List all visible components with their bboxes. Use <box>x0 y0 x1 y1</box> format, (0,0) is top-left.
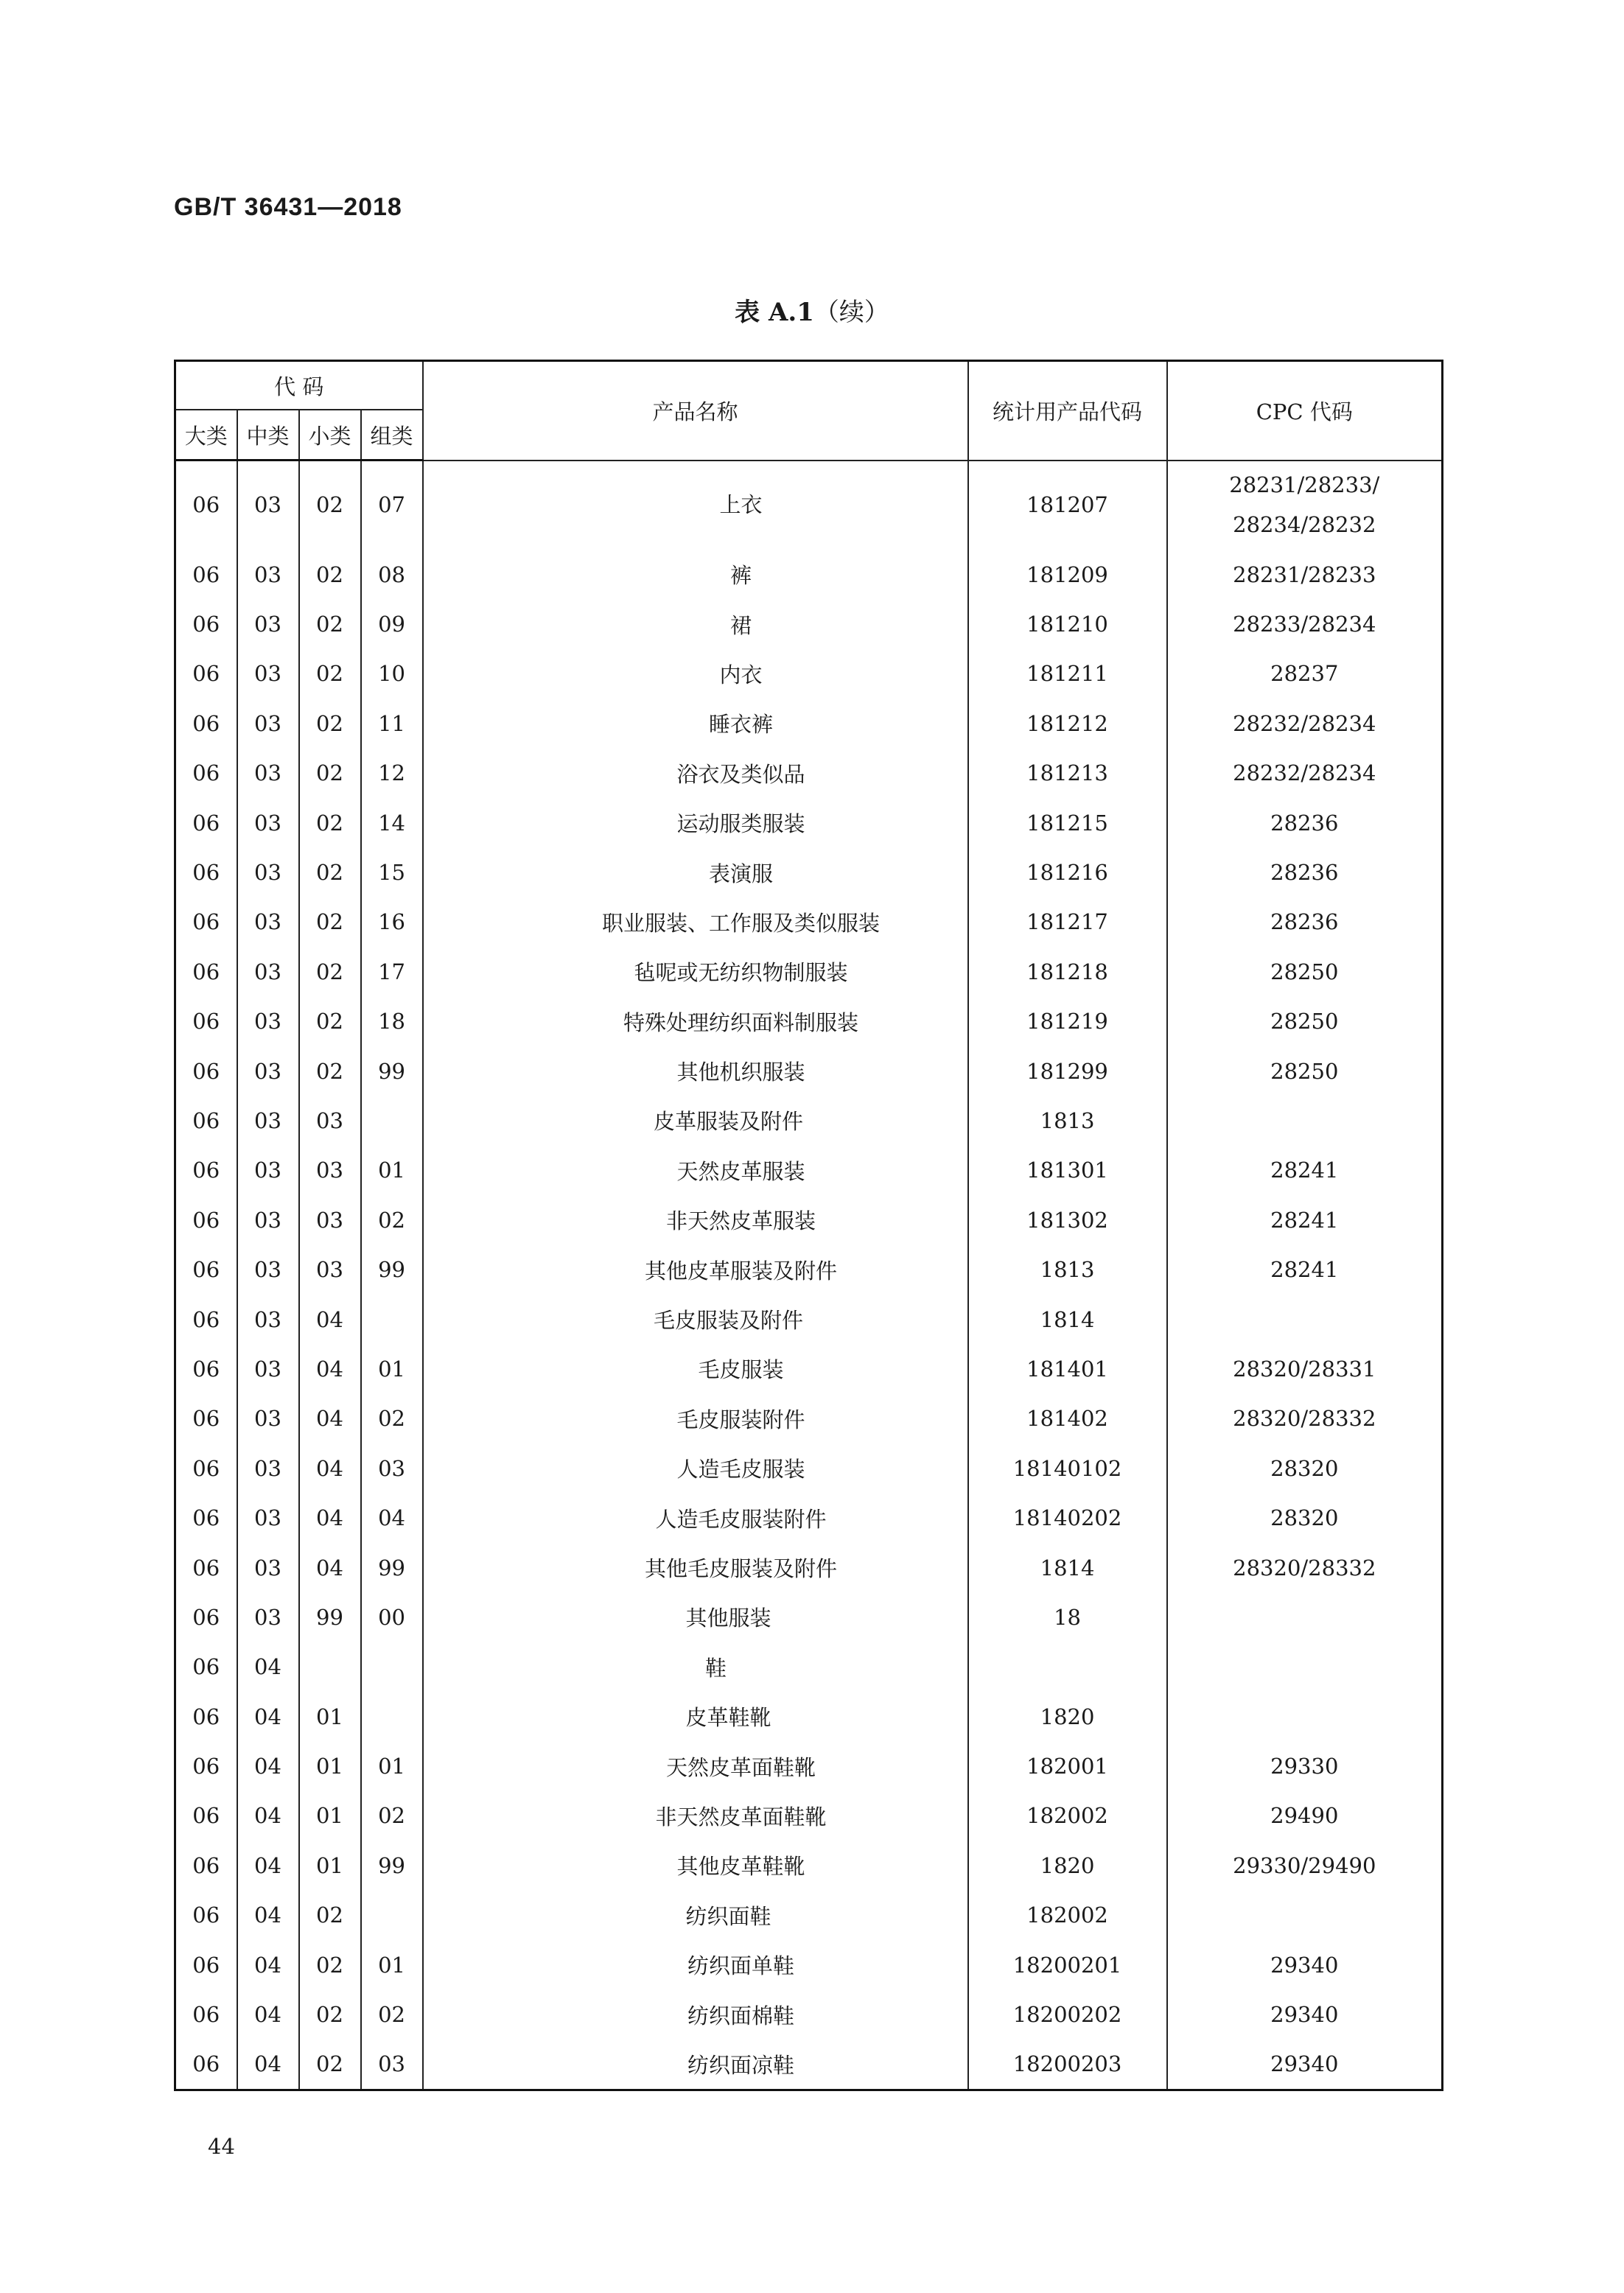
table-row <box>175 1443 1443 1493</box>
cell-cpc-code <box>1167 1692 1443 1741</box>
cell-medium-class: 03 <box>237 1394 299 1443</box>
cell-medium-class: 03 <box>237 1146 299 1195</box>
cell-medium-class: 04 <box>237 1940 299 1989</box>
cell-cpc-code <box>1167 1891 1443 1940</box>
cell-product-name: 运动服类服装 <box>423 798 968 847</box>
cell-cpc-code: 28232/28234 <box>1167 699 1443 748</box>
cell-product-name: 人造毛皮服装附件 <box>423 1493 968 1542</box>
cell-group-class: 17 <box>361 947 423 996</box>
cell-group-class: 02 <box>361 1195 423 1244</box>
table-body <box>175 461 1443 2090</box>
cell-product-name: 上衣 <box>423 461 968 550</box>
table-row <box>175 1543 1443 1592</box>
cell-minor-class: 01 <box>299 1692 361 1741</box>
header-code-group: 代 码 <box>175 361 423 410</box>
product-code-table <box>174 360 1443 2091</box>
table-row <box>175 1046 1443 1096</box>
cell-major-class: 06 <box>175 1244 237 1294</box>
cell-major-class: 06 <box>175 1841 237 1890</box>
cell-product-name: 其他机织服装 <box>423 1046 968 1096</box>
cell-major-class: 06 <box>175 897 237 947</box>
cell-product-name: 毡呢或无纺织物制服装 <box>423 947 968 996</box>
cell-stat-code: 1814 <box>968 1295 1167 1344</box>
cell-product-name: 毛皮服装附件 <box>423 1394 968 1443</box>
cell-group-class: 12 <box>361 749 423 798</box>
cell-major-class: 06 <box>175 599 237 648</box>
table-row <box>175 798 1443 847</box>
cell-major-class: 06 <box>175 749 237 798</box>
cell-cpc-code: 29330 <box>1167 1741 1443 1790</box>
cell-minor-class: 04 <box>299 1344 361 1393</box>
table-row <box>175 649 1443 699</box>
cell-stat-code: 1813 <box>968 1244 1167 1294</box>
cell-product-name: 非天然皮革服装 <box>423 1195 968 1244</box>
cell-cpc-code: 28320/28332 <box>1167 1543 1443 1592</box>
table-row <box>175 1096 1443 1145</box>
cell-product-name: 裙 <box>423 599 968 648</box>
cell-major-class: 06 <box>175 1493 237 1542</box>
cell-medium-class: 03 <box>237 1443 299 1493</box>
table-row <box>175 1891 1443 1940</box>
table-row <box>175 2040 1443 2090</box>
cell-stat-code: 1820 <box>968 1841 1167 1890</box>
cell-product-name: 毛皮服装 <box>423 1344 968 1393</box>
cell-product-name: 天然皮革面鞋靴 <box>423 1741 968 1790</box>
cell-group-class: 01 <box>361 1741 423 1790</box>
cell-minor-class: 02 <box>299 1940 361 1989</box>
cell-minor-class: 04 <box>299 1443 361 1493</box>
cell-medium-class: 04 <box>237 1692 299 1741</box>
cell-cpc-code <box>1167 1096 1443 1145</box>
cell-cpc-code <box>1167 1642 1443 1692</box>
cell-minor-class: 03 <box>299 1195 361 1244</box>
cell-medium-class: 03 <box>237 1344 299 1393</box>
cell-minor-class: 02 <box>299 1891 361 1940</box>
table-row <box>175 1195 1443 1244</box>
cell-stat-code: 181209 <box>968 550 1167 599</box>
cell-group-class: 07 <box>361 461 423 550</box>
cell-major-class: 06 <box>175 1791 237 1841</box>
cell-cpc-code: 28241 <box>1167 1146 1443 1195</box>
cell-minor-class: 03 <box>299 1244 361 1294</box>
cell-major-class: 06 <box>175 1295 237 1344</box>
cell-product-name: 其他服装 <box>423 1592 968 1642</box>
table-row <box>175 1791 1443 1841</box>
cell-stat-code: 181207 <box>968 461 1167 550</box>
cell-group-class: 02 <box>361 1791 423 1841</box>
cell-product-name: 特殊处理纺织面料制服装 <box>423 997 968 1046</box>
cell-group-class: 10 <box>361 649 423 699</box>
cell-cpc-code: 29340 <box>1167 1940 1443 1989</box>
header-stat-code: 统计用产品代码 <box>968 361 1167 461</box>
cell-product-name: 天然皮革服装 <box>423 1146 968 1195</box>
table-row <box>175 1989 1443 2039</box>
cell-medium-class: 03 <box>237 1096 299 1145</box>
cell-medium-class: 03 <box>237 550 299 599</box>
cell-minor-class: 02 <box>299 1989 361 2039</box>
cell-group-class: 11 <box>361 699 423 748</box>
cell-major-class: 06 <box>175 1741 237 1790</box>
cell-product-name: 非天然皮革面鞋靴 <box>423 1791 968 1841</box>
cell-minor-class: 02 <box>299 649 361 699</box>
cell-cpc-code: 28241 <box>1167 1195 1443 1244</box>
cell-product-name: 裤 <box>423 550 968 599</box>
cell-stat-code: 1820 <box>968 1692 1167 1741</box>
cell-stat-code: 181401 <box>968 1344 1167 1393</box>
cell-minor-class: 02 <box>299 947 361 996</box>
cell-cpc-code: 28250 <box>1167 1046 1443 1096</box>
cell-major-class: 06 <box>175 1989 237 2039</box>
cell-minor-class: 02 <box>299 699 361 748</box>
cell-medium-class: 03 <box>237 1195 299 1244</box>
cell-minor-class: 02 <box>299 749 361 798</box>
cell-stat-code: 182001 <box>968 1741 1167 1790</box>
table-title-label: 表 A.1 <box>735 298 814 327</box>
cell-stat-code: 18200201 <box>968 1940 1167 1989</box>
cell-minor-class: 02 <box>299 599 361 648</box>
cell-major-class: 06 <box>175 649 237 699</box>
table-row <box>175 1741 1443 1790</box>
table-row <box>175 699 1443 748</box>
cell-medium-class: 04 <box>237 1841 299 1890</box>
cell-group-class: 02 <box>361 1989 423 2039</box>
cell-major-class: 06 <box>175 1146 237 1195</box>
cell-stat-code: 181215 <box>968 798 1167 847</box>
cell-medium-class: 03 <box>237 947 299 996</box>
cell-medium-class: 04 <box>237 1741 299 1790</box>
table-row <box>175 1642 1443 1692</box>
cell-cpc-code <box>1167 1592 1443 1642</box>
cell-major-class: 06 <box>175 1940 237 1989</box>
cpc-line: 28234/28232 <box>1233 511 1376 537</box>
cell-major-class: 06 <box>175 1443 237 1493</box>
cell-product-name: 其他毛皮服装及附件 <box>423 1543 968 1592</box>
cell-minor-class: 04 <box>299 1295 361 1344</box>
cell-cpc-code: 29340 <box>1167 1989 1443 2039</box>
cell-product-name: 浴衣及类似品 <box>423 749 968 798</box>
table-title-suffix: （续） <box>813 298 889 327</box>
cell-stat-code: 181216 <box>968 847 1167 897</box>
cell-stat-code: 181302 <box>968 1195 1167 1244</box>
table-row <box>175 1841 1443 1890</box>
table-row <box>175 1344 1443 1393</box>
cell-group-class: 03 <box>361 2040 423 2090</box>
cell-cpc-code: 29490 <box>1167 1791 1443 1841</box>
cell-medium-class: 03 <box>237 699 299 748</box>
cell-cpc-code: 28320/28332 <box>1167 1394 1443 1443</box>
cell-group-class <box>361 1295 423 1344</box>
cell-cpc-code: 28320 <box>1167 1443 1443 1493</box>
standard-id: GB/T 36431—2018 <box>174 193 402 221</box>
cell-medium-class: 03 <box>237 897 299 947</box>
cell-product-name: 纺织面凉鞋 <box>423 2040 968 2090</box>
cell-medium-class: 03 <box>237 997 299 1046</box>
table-row <box>175 550 1443 599</box>
cell-stat-code: 18200203 <box>968 2040 1167 2090</box>
table-row <box>175 1394 1443 1443</box>
table-row <box>175 749 1443 798</box>
cell-stat-code: 18 <box>968 1592 1167 1642</box>
cell-cpc-code: 28232/28234 <box>1167 749 1443 798</box>
table-row <box>175 897 1443 947</box>
cell-major-class: 06 <box>175 847 237 897</box>
cell-group-class: 09 <box>361 599 423 648</box>
cell-stat-code: 182002 <box>968 1791 1167 1841</box>
cell-cpc-code: 28241 <box>1167 1244 1443 1294</box>
cell-medium-class: 04 <box>237 1642 299 1692</box>
cell-major-class: 06 <box>175 947 237 996</box>
cell-stat-code: 181218 <box>968 947 1167 996</box>
cell-minor-class: 01 <box>299 1791 361 1841</box>
cell-minor-class: 03 <box>299 1146 361 1195</box>
table-row <box>175 1692 1443 1741</box>
table-row <box>175 1493 1443 1542</box>
cell-group-class: 00 <box>361 1592 423 1642</box>
cell-minor-class: 99 <box>299 1592 361 1642</box>
cell-major-class: 06 <box>175 1692 237 1741</box>
cell-medium-class: 03 <box>237 1543 299 1592</box>
cell-minor-class: 02 <box>299 897 361 947</box>
cell-group-class: 16 <box>361 897 423 947</box>
cell-minor-class: 03 <box>299 1096 361 1145</box>
cell-stat-code: 1813 <box>968 1096 1167 1145</box>
cell-major-class: 06 <box>175 699 237 748</box>
cell-product-name: 纺织面棉鞋 <box>423 1989 968 2039</box>
cell-cpc-code: 28236 <box>1167 897 1443 947</box>
table-row <box>175 599 1443 648</box>
header-product-name: 产品名称 <box>423 361 968 461</box>
cell-stat-code: 181210 <box>968 599 1167 648</box>
cell-group-class <box>361 1642 423 1692</box>
cell-major-class: 06 <box>175 1344 237 1393</box>
cell-group-class: 04 <box>361 1493 423 1542</box>
cell-group-class <box>361 1692 423 1741</box>
cell-product-name: 职业服装、工作服及类似服装 <box>423 897 968 947</box>
cell-major-class: 06 <box>175 1046 237 1096</box>
table-row <box>175 947 1443 996</box>
cell-group-class: 01 <box>361 1146 423 1195</box>
cell-cpc-code: 28250 <box>1167 997 1443 1046</box>
cell-medium-class: 03 <box>237 1244 299 1294</box>
cell-group-class: 01 <box>361 1344 423 1393</box>
cpc-line: 28231/28233/ <box>1229 472 1380 498</box>
cell-major-class: 06 <box>175 1891 237 1940</box>
table-row <box>175 1244 1443 1294</box>
cell-cpc-code: 28233/28234 <box>1167 599 1443 648</box>
cell-product-name: 人造毛皮服装 <box>423 1443 968 1493</box>
table-row <box>175 1295 1443 1344</box>
cell-major-class: 06 <box>175 1592 237 1642</box>
cell-product-name: 睡衣裤 <box>423 699 968 748</box>
cell-cpc-code: 29340 <box>1167 2040 1443 2090</box>
cell-minor-class: 02 <box>299 550 361 599</box>
table-title <box>0 292 1624 328</box>
header-medium-class: 中类 <box>237 410 299 461</box>
cell-major-class: 06 <box>175 1096 237 1145</box>
cell-group-class: 02 <box>361 1394 423 1443</box>
header-minor-class: 小类 <box>299 410 361 461</box>
cell-cpc-code <box>1167 461 1443 550</box>
cell-medium-class: 03 <box>237 649 299 699</box>
cell-stat-code: 181212 <box>968 699 1167 748</box>
cell-group-class: 15 <box>361 847 423 897</box>
cell-stat-code: 181213 <box>968 749 1167 798</box>
cell-stat-code: 181301 <box>968 1146 1167 1195</box>
cell-product-name: 皮革服装及附件 <box>423 1096 968 1145</box>
cell-group-class: 03 <box>361 1443 423 1493</box>
cell-major-class: 06 <box>175 550 237 599</box>
cell-group-class: 99 <box>361 1543 423 1592</box>
cell-product-name: 内衣 <box>423 649 968 699</box>
cell-product-name: 纺织面单鞋 <box>423 1940 968 1989</box>
cell-major-class: 06 <box>175 1642 237 1692</box>
cell-medium-class: 03 <box>237 749 299 798</box>
table-row <box>175 1146 1443 1195</box>
cell-stat-code: 18140102 <box>968 1443 1167 1493</box>
cell-cpc-code: 28236 <box>1167 798 1443 847</box>
cell-stat-code: 181299 <box>968 1046 1167 1096</box>
cell-medium-class: 03 <box>237 798 299 847</box>
cell-stat-code: 182002 <box>968 1891 1167 1940</box>
cell-cpc-code: 28320 <box>1167 1493 1443 1542</box>
cell-medium-class: 04 <box>237 1791 299 1841</box>
cell-major-class: 06 <box>175 997 237 1046</box>
cell-medium-class: 03 <box>237 1046 299 1096</box>
cell-major-class: 06 <box>175 461 237 550</box>
cell-minor-class: 04 <box>299 1543 361 1592</box>
cell-stat-code: 181402 <box>968 1394 1167 1443</box>
cell-major-class: 06 <box>175 798 237 847</box>
cell-cpc-code: 28237 <box>1167 649 1443 699</box>
cell-product-name: 纺织面鞋 <box>423 1891 968 1940</box>
cell-major-class: 06 <box>175 1195 237 1244</box>
table-row <box>175 997 1443 1046</box>
cell-product-name: 其他皮革服装及附件 <box>423 1244 968 1294</box>
cell-group-class: 14 <box>361 798 423 847</box>
cell-minor-class: 02 <box>299 1046 361 1096</box>
cell-minor-class: 02 <box>299 997 361 1046</box>
cell-minor-class: 02 <box>299 461 361 550</box>
header-major-class: 大类 <box>175 410 237 461</box>
cell-medium-class: 03 <box>237 599 299 648</box>
cell-group-class: 99 <box>361 1046 423 1096</box>
cell-group-class: 99 <box>361 1244 423 1294</box>
cell-cpc-code: 29330/29490 <box>1167 1841 1443 1890</box>
cell-product-name: 毛皮服装及附件 <box>423 1295 968 1344</box>
cell-medium-class: 03 <box>237 461 299 550</box>
cell-medium-class: 04 <box>237 1989 299 2039</box>
cell-stat-code: 181211 <box>968 649 1167 699</box>
table-row <box>175 1592 1443 1642</box>
cell-medium-class: 03 <box>237 1493 299 1542</box>
header-group-class: 组类 <box>361 410 423 461</box>
cell-medium-class: 03 <box>237 847 299 897</box>
cell-stat-code: 1814 <box>968 1543 1167 1592</box>
header-cpc-code: CPC 代码 <box>1167 361 1443 461</box>
page-number: 44 <box>208 2134 235 2159</box>
cell-cpc-code: 28231/28233 <box>1167 550 1443 599</box>
cell-minor-class: 02 <box>299 847 361 897</box>
cell-medium-class: 04 <box>237 1891 299 1940</box>
cell-product-name: 鞋 <box>423 1642 968 1692</box>
cell-stat-code: 18200202 <box>968 1989 1167 2039</box>
cell-medium-class: 04 <box>237 2040 299 2090</box>
cell-product-name: 皮革鞋靴 <box>423 1692 968 1741</box>
cell-cpc-code: 28250 <box>1167 947 1443 996</box>
cell-stat-code: 181219 <box>968 997 1167 1046</box>
table-row <box>175 461 1443 550</box>
cell-cpc-code: 28320/28331 <box>1167 1344 1443 1393</box>
cell-cpc-code: 28236 <box>1167 847 1443 897</box>
cell-group-class <box>361 1891 423 1940</box>
cell-group-class: 18 <box>361 997 423 1046</box>
cell-medium-class: 03 <box>237 1295 299 1344</box>
cell-product-name: 表演服 <box>423 847 968 897</box>
cell-stat-code <box>968 1642 1167 1692</box>
cell-major-class: 06 <box>175 1394 237 1443</box>
cell-group-class <box>361 1096 423 1145</box>
cell-stat-code: 18140202 <box>968 1493 1167 1542</box>
cell-medium-class: 03 <box>237 1592 299 1642</box>
cell-product-name: 其他皮革鞋靴 <box>423 1841 968 1890</box>
cell-minor-class <box>299 1642 361 1692</box>
table-row <box>175 1940 1443 1989</box>
cell-group-class: 08 <box>361 550 423 599</box>
cell-minor-class: 02 <box>299 2040 361 2090</box>
cell-group-class: 01 <box>361 1940 423 1989</box>
cell-major-class: 06 <box>175 2040 237 2090</box>
table-row <box>175 847 1443 897</box>
cell-minor-class: 02 <box>299 798 361 847</box>
cell-minor-class: 04 <box>299 1394 361 1443</box>
cell-group-class: 99 <box>361 1841 423 1890</box>
cell-minor-class: 01 <box>299 1841 361 1890</box>
cell-minor-class: 01 <box>299 1741 361 1790</box>
cell-minor-class: 04 <box>299 1493 361 1542</box>
cell-stat-code: 181217 <box>968 897 1167 947</box>
cell-cpc-code <box>1167 1295 1443 1344</box>
cell-major-class: 06 <box>175 1543 237 1592</box>
